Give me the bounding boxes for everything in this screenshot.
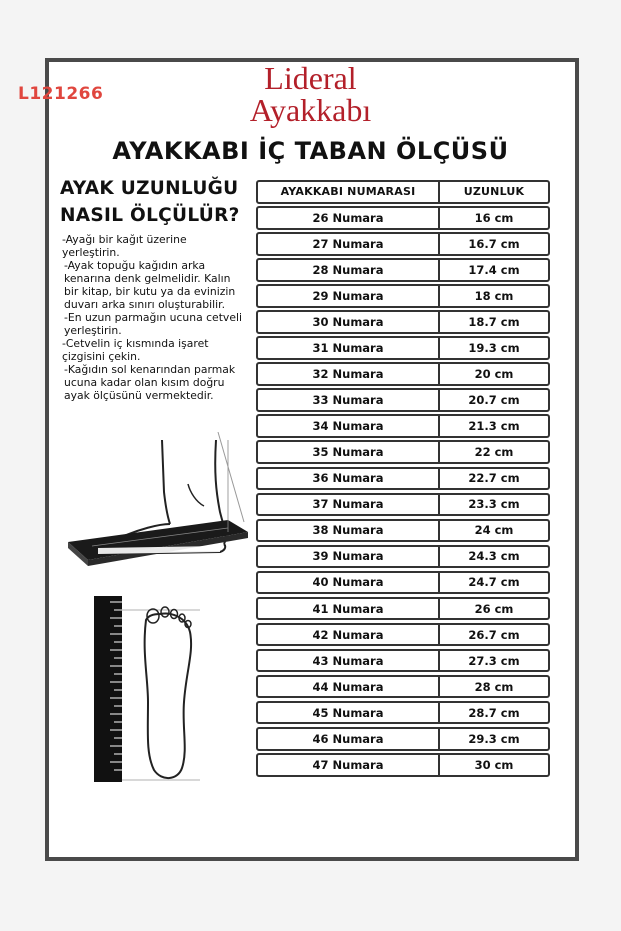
table-row: [256, 545, 550, 569]
size-cell: 41 Numara: [256, 597, 440, 621]
size-cell: 36 Numara: [256, 467, 440, 491]
size-cell: 47 Numara: [256, 753, 440, 777]
step-3: -En uzun parmağın ucuna cetveli yerleştirin.: [64, 311, 242, 337]
size-cell: 38 Numara: [256, 519, 440, 543]
table-row: [256, 440, 550, 464]
how-to-heading-line1: AYAK UZUNLUĞU: [60, 178, 239, 199]
table-row: [256, 362, 550, 386]
table-row: [256, 493, 550, 517]
length-cell: 18.7 cm: [438, 310, 550, 334]
step-1: -Ayağı bir kağıt üzerine yerleştirin.: [62, 233, 187, 259]
table-row: [256, 414, 550, 438]
length-cell: 24.7 cm: [438, 571, 550, 595]
size-cell: 39 Numara: [256, 545, 440, 569]
size-cell: 27 Numara: [256, 232, 440, 256]
length-cell: 18 cm: [438, 284, 550, 308]
length-cell: 20 cm: [438, 362, 550, 386]
length-cell: 19.3 cm: [438, 336, 550, 360]
table-row: [256, 206, 550, 230]
table-row: [256, 675, 550, 699]
table-row: [256, 519, 550, 543]
length-cell: 28.7 cm: [438, 701, 550, 725]
product-code: L121266: [18, 84, 104, 104]
size-cell: 43 Numara: [256, 649, 440, 673]
table-row: [256, 727, 550, 751]
length-cell: 16 cm: [438, 206, 550, 230]
size-cell: 42 Numara: [256, 623, 440, 647]
brand-name-line1: Lideral: [264, 60, 357, 96]
length-cell: 22.7 cm: [438, 467, 550, 491]
length-cell: 29.3 cm: [438, 727, 550, 751]
size-cell: 46 Numara: [256, 727, 440, 751]
table-row: [256, 597, 550, 621]
length-cell: 21.3 cm: [438, 414, 550, 438]
length-cell: 24.3 cm: [438, 545, 550, 569]
size-cell: 29 Numara: [256, 284, 440, 308]
length-cell: 30 cm: [438, 753, 550, 777]
table-row: [256, 258, 550, 282]
length-cell: 24 cm: [438, 519, 550, 543]
page-title: AYAKKABI İÇ TABAN ÖLÇÜSÜ: [112, 137, 509, 165]
size-cell: 40 Numara: [256, 571, 440, 595]
size-cell: 32 Numara: [256, 362, 440, 386]
table-row: [256, 623, 550, 647]
table-row: [256, 649, 550, 673]
size-cell: 44 Numara: [256, 675, 440, 699]
table-row: [256, 310, 550, 334]
size-cell: 45 Numara: [256, 701, 440, 725]
step-5: -Kağıdın sol kenarından parmak ucuna kadar olan kısım doğru ayak ölçüsünü vermektedir.: [64, 363, 236, 402]
foot-side-measure-icon: [58, 432, 258, 572]
step-4: -Cetvelin iç kısmında işaret çizgisini çekin.: [62, 337, 209, 363]
how-to-steps: [62, 233, 262, 402]
table-row: [256, 571, 550, 595]
size-cell: 37 Numara: [256, 493, 440, 517]
length-cell: 28 cm: [438, 675, 550, 699]
table-row: [256, 336, 550, 360]
table-row: [256, 284, 550, 308]
length-cell: 23.3 cm: [438, 493, 550, 517]
size-cell: 31 Numara: [256, 336, 440, 360]
table-header-row: [256, 180, 550, 204]
table-row: [256, 701, 550, 725]
length-cell: 22 cm: [438, 440, 550, 464]
how-to-heading-line2: NASIL ÖLÇÜLÜR?: [60, 205, 240, 226]
table-row: [256, 388, 550, 412]
size-cell: 35 Numara: [256, 440, 440, 464]
length-cell: 26 cm: [438, 597, 550, 621]
length-cell: 20.7 cm: [438, 388, 550, 412]
length-cell: 16.7 cm: [438, 232, 550, 256]
size-cell: 34 Numara: [256, 414, 440, 438]
table-row: [256, 467, 550, 491]
length-cell: 27.3 cm: [438, 649, 550, 673]
header-size: AYAKKABI NUMARASI: [256, 180, 440, 204]
how-to-heading: [60, 175, 260, 229]
header-length: UZUNLUK: [438, 180, 550, 204]
brand-name-line2: Ayakkabı: [249, 92, 372, 128]
table-row: [256, 232, 550, 256]
foot-ruler-icon: [90, 592, 230, 792]
step-2: -Ayak topuğu kağıdın arka kenarına denk gelmelidir. Kalın bir kitap, bir kutu ya da evinizin duvarı arka sınırı oluşturabilir.: [64, 259, 236, 311]
table-row: [256, 753, 550, 777]
length-cell: 17.4 cm: [438, 258, 550, 282]
size-cell: 30 Numara: [256, 310, 440, 334]
length-cell: 26.7 cm: [438, 623, 550, 647]
size-cell: 33 Numara: [256, 388, 440, 412]
size-cell: 28 Numara: [256, 258, 440, 282]
size-cell: 26 Numara: [256, 206, 440, 230]
